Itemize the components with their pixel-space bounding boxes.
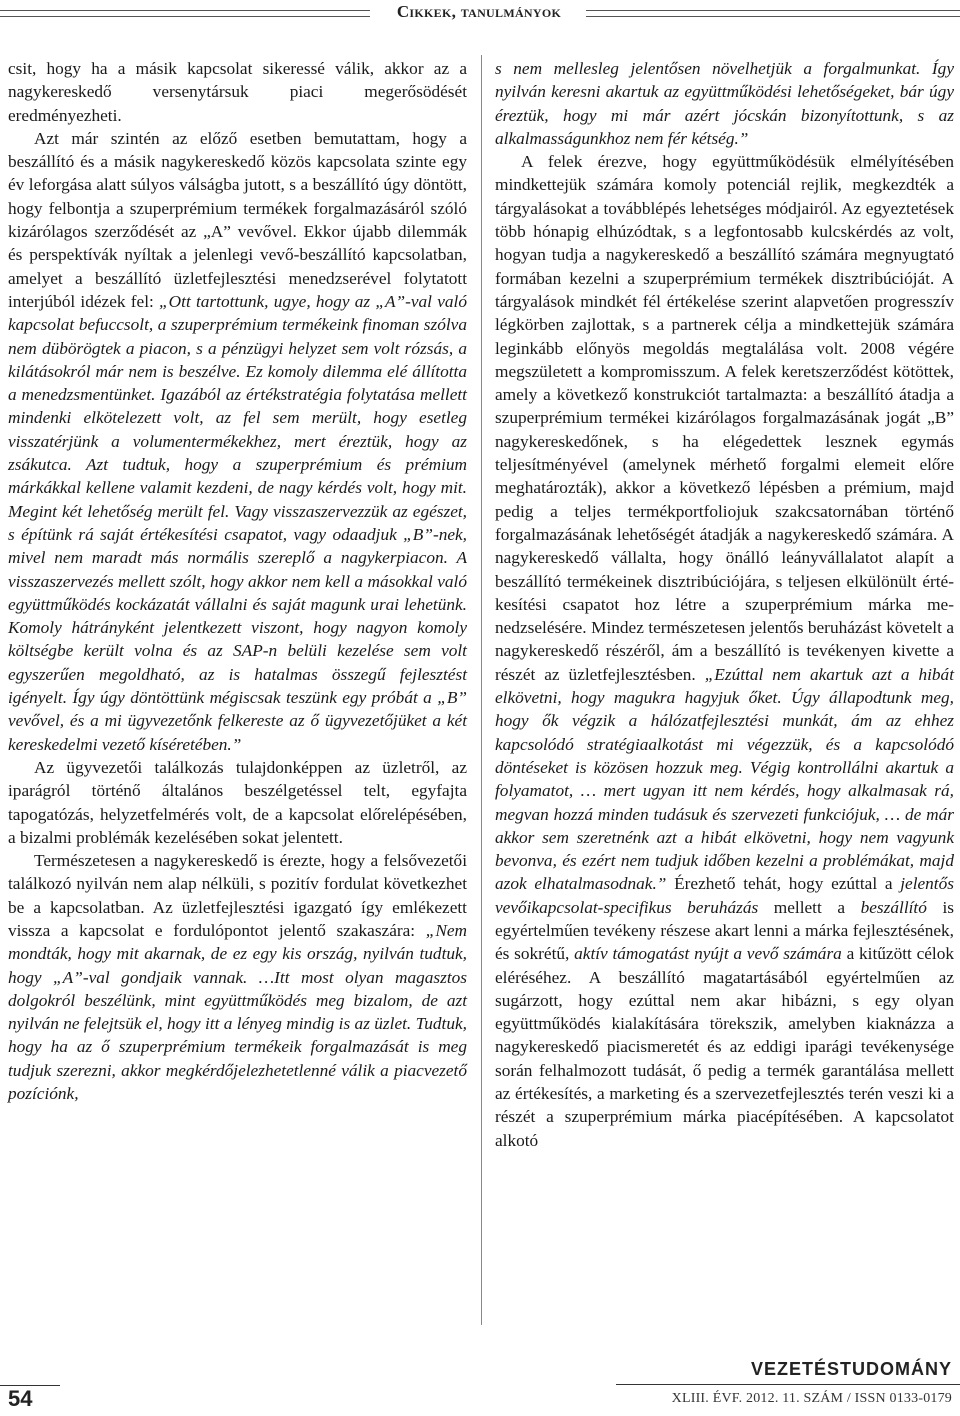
journal-name: VEZETÉSTUDOMÁNY xyxy=(750,1359,952,1379)
issue-info: XLIII. ÉVF. 2012. 11. SZÁM / ISSN 0133-0179 xyxy=(671,1391,952,1406)
header-rule-left xyxy=(0,10,370,17)
section-title: Cikkek, tanulmányok xyxy=(396,2,562,21)
paragraph: A felek érezve, hogy együttműködésük elmélyítésében mindkettejük számára komoly potenciál rejlik, megkezdték a tárgyalásokat a továbblépés lehetséges módjairól. Az egyeztetések több hónapig elhúzódtak, s a legfontosabb kulcskérdés az volt, hogyan tudja a nagykereskedő a beszállító számára megnyugtató formában kezelni a szuperprémium termékek disztribúcióját. A tárgyalások mindkét fél értékelése szerint alapvetően progresszív légkörben zajlottak, s a partnerek célja a mindkettejük számára leginkább előnyös megoldás megtalálása volt. 2008 végére megszületett a kompromisszum. A felek keretszerződést kötöttek, amely a következő konstrukciót tartalmazta: a beszállító átadja a szuperprémium termékei kizárólagos forgalmazásának jogát „B” nagykereskedőnek, s ha elégedettek lesznek egymás teljesítményével (amelynek mérhető forgalmi elemeit előre meghatározták), akkor a következő lépésben a prémium, majd pedig a teljes termékportfoliojuk szakcsatornában történő forgalmazásának lehetőségét átadják a nagykereskedő számára. A nagykereskedő vállalta, hogy önálló leányvállalatot alapít a beszállító termékeinek disztribúciójára, s teljesen elkülönült értékesítési csapatot hoz létre a szuperprémium márka menedzselésére. Mindez természetesen jelentős beruházást követelt a nagykereskedő részéről, ám a beszállító is tevékenyen kivette a részét az üzletfejlesztésben. „Ezúttal nem akartuk azt a hibát elkövetni, hogy magukra hagyjuk őket. Úgy állapodtunk meg, hogy ők végzik a hálózatfejlesztési munkát, ám az ehhez kapcsolódó stratégiaalkotást mi végezzük, és a kapcsolódó döntéseket is közösen hozzuk meg. Végig kontrollálni akartuk a folyamatot, … mert ugyan itt nem kérdés, hogy alkalmasak rá, megvan hozzá minden tudásuk és szervezeti funkciójuk, … de már akkor sem szeretnénk azt a hibát elkövetni, hogy nem vagyunk bevonva, és ezért nem tudjuk időben kezelni a problémákat, majd azok elhatalmasodnak.” Érezhető tehát, hogy ezúttal a jelentős vevőikapcsolat-specifikus beruházás mellett a beszállító is egyértelműen tevékeny részese akart lenni a márka fejlesztésének, és sokrétű, aktív támogatást nyújt a vevő számára a kitűzött célok eléréséhez. A beszállító magatartásából egyértelműen az sugárzott, hogy ezúttal nem akar hibázni, s egy olyan együttműködés kialakítására törekszik, amelyben kiaknázza a nagykereskedő piacismeretét és az eddigi iparági tevékenysége során felhalmozott tudását, ő pedig a termék garantálása mellett az értékesítés, a marketing és a szervezetfejlesztés terén veszi ki a részét a szuperprémium márka piacépítésében. A kapcsolatot alkotó xyxy=(495,152,955,1150)
paragraph: Az ügyvezetői találkozás tulajdonképpen az üzletről, az iparágról történő általános beszélgetéssel telt, egyfajta tapogatózás, helyzetfelmérés volt, de a kapcsolat előrelépésében, a bizalmi problémák kezelésében sokat jelentett. xyxy=(8,757,467,847)
paragraph: csit, hogy ha a másik kapcsolat sikeressé válik, akkor az a nagykereskedő versenytársuk piaci megerősödését eredményezheti. xyxy=(8,59,467,125)
header-rule-right xyxy=(586,10,960,17)
paragraph: s nem mellesleg jelentősen növelhetjük a forgalmunkat. Így nyilván keresni akartuk az együttműködési lehetőségeket, bár úgy éreztük, hogy mi már azért jócskán bizonyítottunk, s az alkalmasságunkhoz nem fér kétség.” xyxy=(495,59,954,148)
paragraph: Azt már szintén az előző esetben bemutattam, hogy a beszállító és a másik nagykereskedő közös kapcsolata szinte egy év leforgása alatt súlyos válságba jutott, s a beszállító úgy döntött, hogy felbontja a szuperprémium termékek forgalmazásáról szóló kizárólagos szerződését az „A” vevővel. Ekkor újabb dilemmák és perspektívák nyíltak a jelenlegi vevő-beszállító kapcsolatban, amelyet a beszállító üzletfejlesztési menedzserével folytatott interjúból idézek fel: „Ott tartottunk, ugye, hogy az „A”-val való kapcsolat befuccsolt, a szuperprémium termékeink finoman szólva nem dübörögtek a piacon, s a pénzügyi helyzet sem volt rózsás, a kilátásokról már nem is beszélve. Ez komoly dilemma elé állította a menedzsmentünket. Igazából az értékstratégia folytatása mellett mindenki elkötelezett volt, az fel sem merült, hogy esetleg visszatérjünk a volumentermékekhez, mert éreztük, hogy az zsákutca. Azt tudtuk, hogy a szuperprémium és prémium márkákkal kellene valamit kezdeni, de nagy kérdés volt, hogy mit. Megint két lehetőség merült fel. Vagy visszaszervezzük az egészet, s építünk rá saját értékesítési csapatot, vagy odaadjuk „B”-nek, mivel nem maradt más normális szereplő a nagykerpiacon. A visszaszervezés mellett szólt, hogy akkor nem kell a másokkal való együttműködés kockázatát vállalni és saját magunk urai lehetünk. Komoly hátrányként jelentkezett viszont, hogy nagyon komoly költségbe került volna és az SAP-n belüli kezelése sem volt egyszerűen megoldható, az is hatalmas összegű fejlesztést igényelt. Így úgy döntöttünk mégiscsak teszünk egy próbát a „B” vevővel, és a mi ügyvezetőnk felkereste az ő ügyvezetőjüket a két kereskedelmi vezető kíséretében.” xyxy=(8,128,467,754)
running-header xyxy=(0,0,960,26)
left-text-column xyxy=(8,57,467,1105)
column-divider xyxy=(481,55,482,1325)
right-text-column xyxy=(495,57,954,1152)
footer-rule xyxy=(616,1384,960,1385)
paragraph: Természetesen a nagykereskedő is érezte, hogy a felsővezetői találkozó nyilván nem alap nélküli, s pozitív fordulat következhet be a kapcsolatban. Az üzletfejlesztési igazgató így emlékezett vissza a kapcsolat e fordulópontot jelentő szakaszára: „Nem mondták, hogy mit akarnak, de ez egy kis ország, nyilván tudtuk, hogy „A”-val gondjaik vannak. …Itt most olyan magasztos dolgokról beszélünk, mint együttműködés meg bizalom, de azt nyilván ne felejtsük el, hogy itt a lényeg mindig is az üzlet. Tudtuk, hogy ha az ő szuperprémium termékeik forgalmazását is meg tudjuk szerezni, akkor megkérdőjelezhetetlenné válik a piacvezető pozíciónk, xyxy=(8,851,467,1104)
page-number: 54 xyxy=(8,1386,33,1411)
